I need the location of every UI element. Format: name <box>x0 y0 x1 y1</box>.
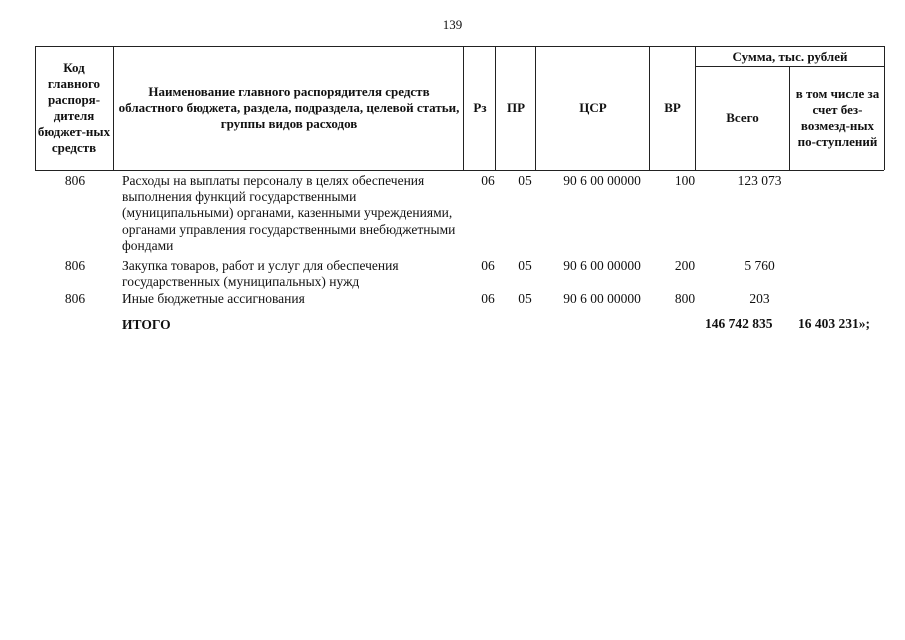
header-rz: Рз <box>473 100 487 115</box>
cell-total: 5 760 <box>744 258 775 273</box>
cell-vr: 100 <box>674 173 696 188</box>
header-name: Наименование главного распорядителя средств областного бюджета, раздела, подраздела, целевой статьи, группы видов расходов <box>118 84 460 131</box>
table-row <box>35 291 884 309</box>
itogo-label: ИТОГО <box>122 317 171 332</box>
header-csr: ЦСР <box>579 100 607 115</box>
cell-pr: 05 <box>518 258 532 273</box>
header-grants: в том числе за счет без-возмезд-ных по-ступлений <box>795 86 880 149</box>
table-header <box>35 46 884 170</box>
col-border <box>789 66 790 170</box>
table-row <box>35 173 884 255</box>
header-sum-group: Сумма, тыс. рублей <box>732 48 848 64</box>
cell-total: 203 <box>749 291 770 306</box>
col-border <box>113 46 114 170</box>
cell-csr: 90 6 00 00000 <box>563 173 641 188</box>
cell-rz: 06 <box>481 173 495 188</box>
cell-csr: 90 6 00 00000 <box>563 258 641 273</box>
cell-code: 806 <box>64 173 86 188</box>
col-border <box>35 46 36 170</box>
itogo-grants: 16 403 231»; <box>798 316 870 331</box>
cell-name: Иные бюджетные ассигнования <box>122 291 305 306</box>
col-border <box>463 46 464 170</box>
cell-code: 806 <box>64 291 86 306</box>
page-number: 139 <box>442 17 463 32</box>
table-row <box>35 258 884 292</box>
col-border <box>884 46 885 170</box>
cell-code: 806 <box>64 258 86 273</box>
cell-name: Расходы на выплаты персоналу в целях обеспечения выполнения функций государственными (муниципальными) органами, казенными учреждениями, органами управления государственными внебюджетными фондами <box>122 173 456 253</box>
col-border <box>495 46 496 170</box>
itogo-total: 146 742 835 <box>705 316 773 331</box>
header-vr: ВР <box>664 100 681 115</box>
header-pr: ПР <box>506 100 526 115</box>
cell-rz: 06 <box>481 258 495 273</box>
cell-csr: 90 6 00 00000 <box>563 291 641 306</box>
header-bottom-border <box>35 170 884 171</box>
header-code: Код главного распоря-дителя бюджет-ных средств <box>37 60 111 155</box>
col-border <box>535 46 536 170</box>
cell-vr: 800 <box>674 291 696 306</box>
cell-pr: 05 <box>518 173 532 188</box>
cell-vr: 200 <box>674 258 696 273</box>
cell-rz: 06 <box>481 291 495 306</box>
cell-name: Закупка товаров, работ и услуг для обеспечения государственных (муниципальных) нужд <box>122 258 399 290</box>
cell-pr: 05 <box>518 291 532 306</box>
header-total: Всего <box>726 110 759 125</box>
cell-total: 123 073 <box>737 173 782 188</box>
